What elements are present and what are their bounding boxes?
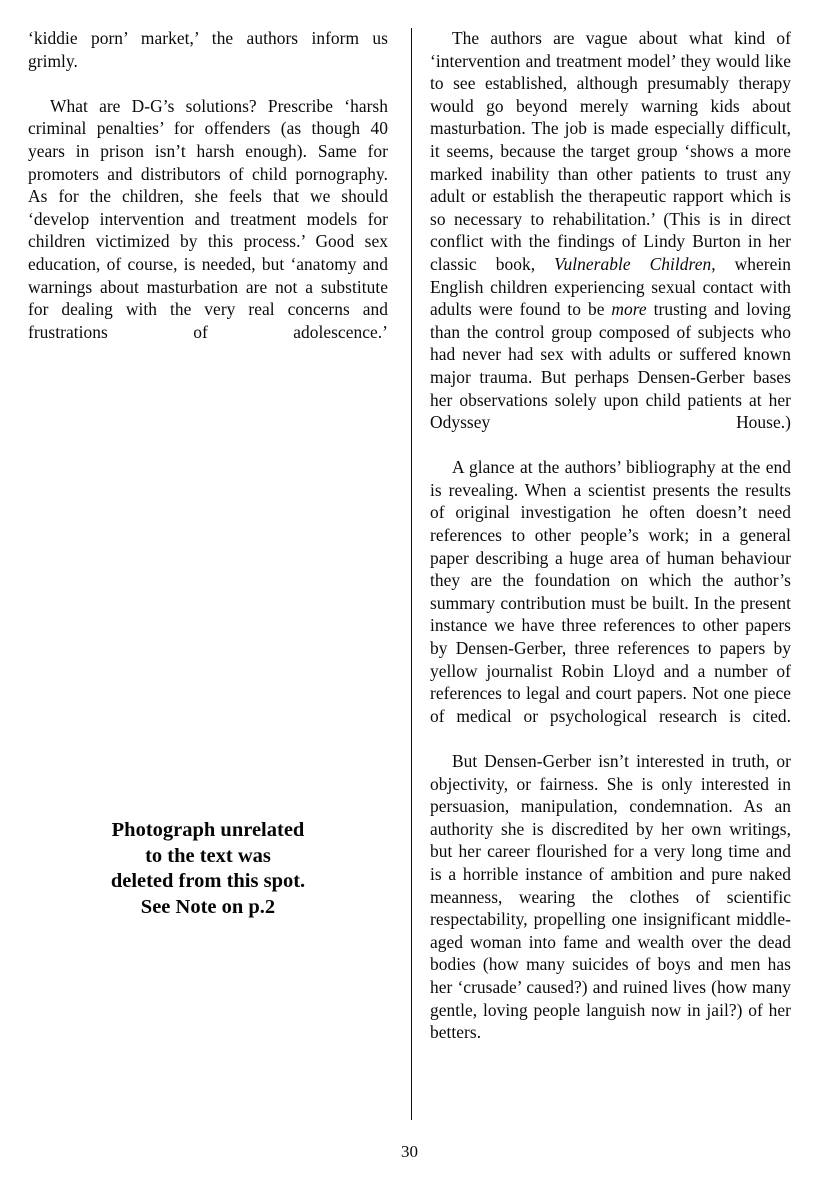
left-column [28,27,388,366]
paragraph [28,95,388,366]
italic-text-run: Vulnerable Children, [554,253,716,274]
photo-note-line: deleted from this spot. [110,870,306,892]
text-run: ‘kiddie porn’ market,’ the authors inform us grimly. [28,28,388,71]
text-run: The authors are vague about what kind of ‘intervention and treatment model’ they would like to see established, although presumably therapy would go beyond merely warning kids about masturbation. The job is made especially difficult, it seems, because the target group ‘shows a more marked inability than other patients to trust any adult or establish the therapeutic rapport which is so necessary to rehabilitation.’ (This is in direct conflict with the findings of Lindy Burton in her classic book, [430,28,791,274]
text-run: A glance at the authors’ bibliography at the end is revealing. When a scientist presents the results of original investigation he often doesn’t need references to other people’s work; in a general paper describing a huge area of human behaviour they are the foundation on which the author’s summary contribution must be built. In the present instance we have three references to other papers by Densen-Gerber, three references to papers by yellow journalist Robin Lloyd and a number of references to legal and court papers. Not one piece of medical or psychological research is cited. [430,457,791,726]
paragraph [430,456,791,750]
photo-note-line: Photograph unrelated [111,819,305,841]
text-run: But Densen-Gerber isn’t interested in truth, or objectivity, or fairness. She is only interested in persuasion, manipulation, condemnation. As an authority she is discredited by her own writings, but her career flourished for a very long time and is a horrible instance of ambition and pure naked meanness, wearing the clothes of scientific respectability, propelling one insignificant middle-aged woman into fame and wealth over the dead bodies (how many suicides of boys and men has her ‘crusade’ caused?) and ruined lives (how many gentle, loving people languish now in jail?) of her betters. [430,751,791,1043]
column-divider-rule [411,28,412,1120]
photo-note-line: See Note on p.2 [140,895,276,918]
photo-note-line: to the text was [145,844,271,867]
text-run: What are D-G’s solutions? Prescribe ‘harsh criminal penalties’ for offenders (as though 40 years in prison isn’t harsh enough). Same for promoters and distributors of child pornography. As for the children, she feels that we should ‘develop intervention and treatment models for children victimized by this process.’ Good sex education, of course, is needed, but ‘anatomy and warnings about masturbation are not a substitute for dealing with the very real concerns and frustrations of adolescence.’ [28,95,388,342]
paragraph [430,27,791,456]
photo-removal-note [28,818,388,920]
text-run: wherein English children experiencing sexual contact with adults were found to be [430,253,791,320]
paragraph [430,750,791,1066]
right-column [430,27,791,1066]
text-run: trusting and loving than the control group composed of subjects who had never had sex with adults or suffered known major trauma. But perhaps Densen-Gerber bases her observations solely upon child patients at her Odyssey House.) [430,299,792,433]
page-number: 30 [401,1142,418,1161]
paragraph [28,27,388,95]
italic-text-run: more [611,299,647,320]
